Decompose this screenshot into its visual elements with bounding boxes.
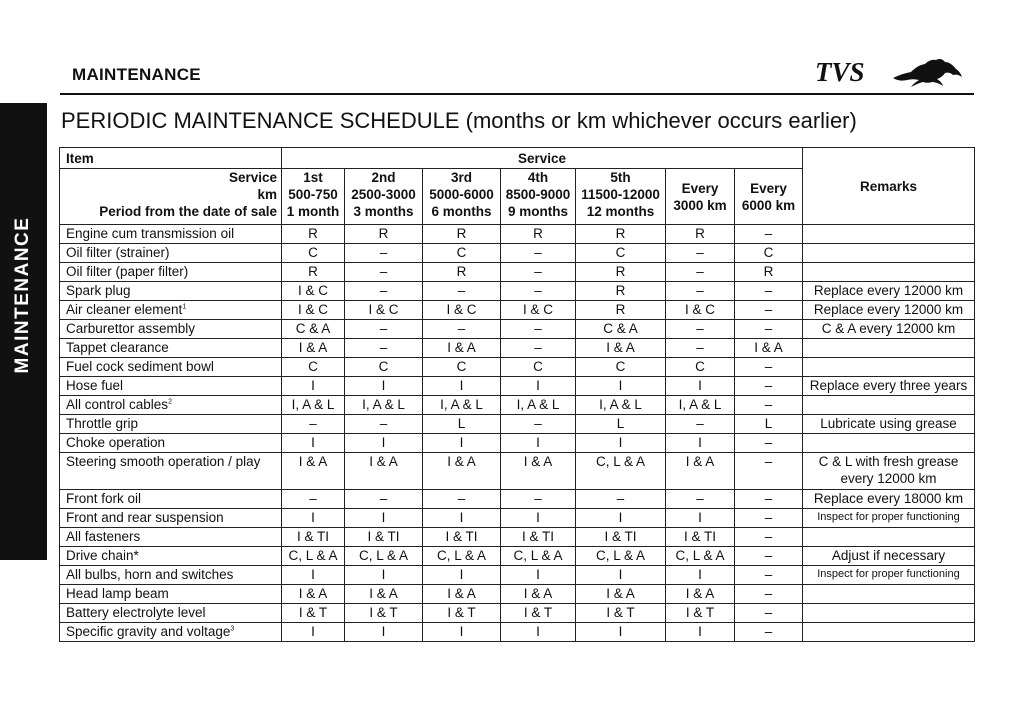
table-row: [60, 301, 975, 320]
service-value-cell: C, L & A: [282, 547, 345, 566]
service-value-cell: C, L & A: [345, 547, 423, 566]
service-value-cell: –: [735, 434, 803, 453]
item-cell: [60, 339, 282, 358]
table-row: [60, 585, 975, 604]
remarks-cell: [803, 225, 975, 244]
service-value-cell: –: [666, 244, 735, 263]
item-cell: [60, 566, 282, 585]
service-value-cell: I: [282, 434, 345, 453]
remarks-cell: [803, 434, 975, 453]
service-col-5: 5th 11500-12000 12 months: [576, 169, 666, 225]
service-value-cell: –: [735, 623, 803, 642]
service-value-cell: I & TI: [282, 528, 345, 547]
service-value-cell: I & A: [666, 453, 735, 490]
item-label: Air cleaner element: [66, 302, 183, 317]
period-label: Period from the date of sale: [99, 204, 277, 219]
service-value-cell: –: [735, 566, 803, 585]
table-row: [60, 320, 975, 339]
item-label: Specific gravity and voltage: [66, 624, 231, 639]
service-value-cell: –: [735, 396, 803, 415]
table-row: [60, 396, 975, 415]
item-header: Item: [60, 148, 282, 169]
service-value-cell: I & T: [576, 604, 666, 623]
service-value-cell: C, L & A: [666, 547, 735, 566]
item-cell: [60, 434, 282, 453]
service-value-cell: C: [423, 358, 501, 377]
item-label: Throttle grip: [66, 416, 139, 431]
service-value-cell: I & C: [345, 301, 423, 320]
item-label: All control cables: [66, 397, 169, 412]
remarks-cell: [803, 263, 975, 282]
service-value-cell: C: [576, 358, 666, 377]
service-value-cell: –: [501, 415, 576, 434]
service-value-cell: I: [576, 434, 666, 453]
service-value-cell: C, L & A: [423, 547, 501, 566]
service-value-cell: I: [345, 509, 423, 528]
service-value-cell: R: [345, 225, 423, 244]
service-value-cell: C, L & A: [501, 547, 576, 566]
service-value-cell: L: [576, 415, 666, 434]
item-cell: [60, 377, 282, 396]
item-cell: [60, 585, 282, 604]
service-value-cell: I: [666, 434, 735, 453]
table-row: [60, 490, 975, 509]
service-value-cell: R: [282, 225, 345, 244]
footnote-marker: 3: [230, 625, 235, 633]
service-value-cell: I & A: [423, 453, 501, 490]
item-cell: [60, 415, 282, 434]
service-value-cell: I & T: [501, 604, 576, 623]
service-value-cell: I: [282, 623, 345, 642]
item-cell: [60, 263, 282, 282]
service-value-cell: I & T: [345, 604, 423, 623]
service-value-cell: C: [666, 358, 735, 377]
service-col-3: 3rd 5000-6000 6 months: [423, 169, 501, 225]
service-value-cell: I: [576, 377, 666, 396]
service-value-cell: –: [501, 244, 576, 263]
service-value-cell: I & C: [282, 301, 345, 320]
service-value-cell: R: [666, 225, 735, 244]
service-value-cell: R: [501, 225, 576, 244]
table-row: [60, 244, 975, 263]
remarks-cell: [803, 396, 975, 415]
service-value-cell: C: [282, 358, 345, 377]
table-row: [60, 528, 975, 547]
service-value-cell: I & T: [282, 604, 345, 623]
table-row: [60, 339, 975, 358]
service-value-cell: –: [666, 415, 735, 434]
table-row: [60, 225, 975, 244]
item-label: Engine cum transmission oil: [66, 226, 235, 241]
service-value-cell: –: [735, 225, 803, 244]
service-value-cell: –: [735, 490, 803, 509]
service-value-cell: I: [423, 434, 501, 453]
service-header: Service: [282, 148, 803, 169]
item-label: Carburettor assembly: [66, 321, 196, 336]
service-value-cell: –: [423, 282, 501, 301]
item-label: Oil filter (paper filter): [66, 264, 189, 279]
table-row: [60, 604, 975, 623]
service-value-cell: –: [735, 320, 803, 339]
service-col-4: 4th 8500-9000 9 months: [501, 169, 576, 225]
service-value-cell: C & A: [282, 320, 345, 339]
item-cell: [60, 509, 282, 528]
every-3000-col: Every 3000 km: [666, 169, 735, 225]
service-col-1: 1st 500-750 1 month: [282, 169, 345, 225]
service-value-cell: –: [501, 490, 576, 509]
service-value-cell: I, A & L: [501, 396, 576, 415]
table-row: [60, 377, 975, 396]
item-label: Oil filter (strainer): [66, 245, 170, 260]
service-value-cell: –: [345, 339, 423, 358]
remarks-cell: C & A every 12000 km: [803, 320, 975, 339]
remarks-cell: Lubricate using grease: [803, 415, 975, 434]
remarks-cell: Replace every 12000 km: [803, 301, 975, 320]
service-value-cell: –: [735, 358, 803, 377]
remarks-header: Remarks: [803, 148, 975, 225]
service-value-cell: I: [501, 434, 576, 453]
table-row: [60, 434, 975, 453]
service-value-cell: I: [666, 566, 735, 585]
service-value-cell: R: [423, 225, 501, 244]
service-value-cell: I: [666, 377, 735, 396]
service-value-cell: –: [501, 320, 576, 339]
service-value-cell: –: [501, 263, 576, 282]
item-label: Tappet clearance: [66, 340, 169, 355]
service-value-cell: –: [345, 320, 423, 339]
tvs-logo: [815, 56, 963, 88]
service-col-2: 2nd 2500-3000 3 months: [345, 169, 423, 225]
service-value-cell: C & A: [576, 320, 666, 339]
service-value-cell: I: [282, 377, 345, 396]
item-label: Head lamp beam: [66, 586, 169, 601]
service-value-cell: –: [666, 282, 735, 301]
table-row: [60, 263, 975, 282]
remarks-cell: [803, 358, 975, 377]
service-value-cell: I: [282, 509, 345, 528]
service-value-cell: –: [345, 490, 423, 509]
service-value-cell: R: [735, 263, 803, 282]
service-value-cell: –: [735, 509, 803, 528]
remarks-cell: [803, 623, 975, 642]
table-row: [60, 453, 975, 490]
service-value-cell: I & C: [666, 301, 735, 320]
service-value-cell: I, A & L: [345, 396, 423, 415]
service-value-cell: –: [423, 490, 501, 509]
table-row: [60, 566, 975, 585]
maintenance-schedule-table: [59, 147, 975, 642]
section-title: MAINTENANCE: [72, 65, 201, 84]
service-value-cell: I: [666, 509, 735, 528]
service-value-cell: I: [576, 566, 666, 585]
table-row: [60, 358, 975, 377]
service-value-cell: R: [423, 263, 501, 282]
service-value-cell: L: [423, 415, 501, 434]
service-value-cell: –: [501, 282, 576, 301]
item-cell: [60, 528, 282, 547]
table-row: [60, 415, 975, 434]
service-value-cell: –: [345, 415, 423, 434]
service-value-cell: I & A: [282, 339, 345, 358]
item-label: Battery electrolyte level: [66, 605, 206, 620]
item-cell: [60, 225, 282, 244]
service-value-cell: I: [501, 623, 576, 642]
service-value-cell: C, L & A: [576, 547, 666, 566]
service-value-cell: C, L & A: [576, 453, 666, 490]
table-row: [60, 623, 975, 642]
every-6000-col: Every 6000 km: [735, 169, 803, 225]
remarks-cell: [803, 244, 975, 263]
service-value-cell: I & A: [282, 585, 345, 604]
service-value-cell: C: [735, 244, 803, 263]
remarks-cell: C & L with fresh grease every 12000 km: [803, 453, 975, 490]
item-cell: [60, 282, 282, 301]
remarks-cell: [803, 604, 975, 623]
item-label: Drive chain*: [66, 548, 139, 563]
service-value-cell: I: [423, 566, 501, 585]
side-tab: [0, 103, 47, 560]
service-value-cell: –: [735, 528, 803, 547]
service-value-cell: –: [666, 263, 735, 282]
item-cell: [60, 396, 282, 415]
service-value-cell: C: [423, 244, 501, 263]
service-value-cell: –: [735, 282, 803, 301]
service-value-cell: I, A & L: [666, 396, 735, 415]
service-value-cell: I & TI: [345, 528, 423, 547]
service-value-cell: –: [735, 377, 803, 396]
service-value-cell: –: [501, 339, 576, 358]
item-label: All fasteners: [66, 529, 141, 544]
remarks-cell: Inspect for proper functioning: [803, 566, 975, 585]
service-value-cell: C: [282, 244, 345, 263]
item-cell: [60, 604, 282, 623]
service-value-cell: I: [345, 434, 423, 453]
service-value-cell: I & A: [501, 585, 576, 604]
service-value-cell: I & T: [423, 604, 501, 623]
service-value-cell: I & A: [735, 339, 803, 358]
service-value-cell: –: [423, 320, 501, 339]
service-value-cell: I: [423, 377, 501, 396]
item-cell: [60, 547, 282, 566]
service-value-cell: R: [576, 225, 666, 244]
service-value-cell: –: [345, 263, 423, 282]
km-label: km: [257, 187, 277, 202]
service-value-cell: –: [666, 339, 735, 358]
service-value-cell: I & A: [345, 453, 423, 490]
item-label: All bulbs, horn and switches: [66, 567, 234, 582]
service-value-cell: I & TI: [501, 528, 576, 547]
service-value-cell: I & TI: [423, 528, 501, 547]
table-row: [60, 547, 975, 566]
item-label: Hose fuel: [66, 378, 124, 393]
service-value-cell: I: [345, 623, 423, 642]
service-value-cell: I & A: [576, 339, 666, 358]
service-value-cell: I & A: [423, 339, 501, 358]
service-value-cell: I, A & L: [576, 396, 666, 415]
service-value-cell: –: [735, 585, 803, 604]
service-label: Service: [228, 170, 277, 185]
remarks-cell: Adjust if necessary: [803, 547, 975, 566]
table-row: [60, 282, 975, 301]
service-value-cell: R: [282, 263, 345, 282]
service-value-cell: I & C: [282, 282, 345, 301]
service-value-cell: I & TI: [576, 528, 666, 547]
service-value-cell: C: [501, 358, 576, 377]
service-value-cell: –: [345, 282, 423, 301]
service-value-cell: I & A: [423, 585, 501, 604]
remarks-cell: [803, 528, 975, 547]
service-value-cell: I & A: [576, 585, 666, 604]
service-value-cell: R: [576, 263, 666, 282]
item-label: Front and rear suspension: [66, 510, 224, 525]
item-cell: [60, 623, 282, 642]
service-value-cell: –: [735, 547, 803, 566]
service-value-cell: R: [576, 282, 666, 301]
service-value-cell: I: [576, 509, 666, 528]
service-value-cell: I: [666, 623, 735, 642]
service-value-cell: C: [576, 244, 666, 263]
service-value-cell: I & T: [666, 604, 735, 623]
item-label: Steering smooth operation / play: [66, 454, 261, 469]
service-value-cell: L: [735, 415, 803, 434]
service-value-cell: –: [345, 244, 423, 263]
service-value-cell: I & A: [345, 585, 423, 604]
service-value-cell: I: [501, 566, 576, 585]
logo-wordmark: TVS: [815, 57, 865, 87]
remarks-cell: [803, 585, 975, 604]
service-value-cell: –: [282, 490, 345, 509]
service-value-cell: I & A: [501, 453, 576, 490]
service-value-cell: –: [282, 415, 345, 434]
service-value-cell: R: [576, 301, 666, 320]
remarks-cell: Replace every 18000 km: [803, 490, 975, 509]
service-value-cell: I: [423, 623, 501, 642]
service-value-cell: –: [735, 453, 803, 490]
page-heading: PERIODIC MAINTENANCE SCHEDULE (months or km whichever occurs earlier): [61, 108, 857, 133]
item-cell: [60, 358, 282, 377]
header-divider: [60, 93, 974, 95]
item-cell: [60, 301, 282, 320]
item-label: Spark plug: [66, 283, 131, 298]
footnote-marker: 1: [182, 303, 187, 311]
remarks-cell: Replace every 12000 km: [803, 282, 975, 301]
service-value-cell: –: [666, 320, 735, 339]
service-value-cell: I & C: [501, 301, 576, 320]
table-row: [60, 509, 975, 528]
service-value-cell: I: [345, 566, 423, 585]
service-value-cell: I & A: [282, 453, 345, 490]
service-value-cell: I: [501, 377, 576, 396]
remarks-cell: Inspect for proper functioning: [803, 509, 975, 528]
item-cell: [60, 490, 282, 509]
remarks-cell: [803, 339, 975, 358]
service-value-cell: I & C: [423, 301, 501, 320]
service-value-cell: I: [576, 623, 666, 642]
service-value-cell: C: [345, 358, 423, 377]
item-label: Choke operation: [66, 435, 166, 450]
item-label: Front fork oil: [66, 491, 142, 506]
service-label-cell: [60, 169, 282, 225]
side-tab-label: MAINTENANCE: [12, 216, 33, 374]
service-value-cell: I: [282, 566, 345, 585]
service-value-cell: –: [735, 301, 803, 320]
service-value-cell: I, A & L: [423, 396, 501, 415]
service-value-cell: I & A: [666, 585, 735, 604]
item-label: Fuel cock sediment bowl: [66, 359, 214, 374]
footnote-marker: 2: [168, 398, 172, 406]
item-cell: [60, 244, 282, 263]
service-value-cell: I: [501, 509, 576, 528]
item-cell: [60, 453, 282, 490]
remarks-cell: Replace every three years: [803, 377, 975, 396]
service-value-cell: I: [423, 509, 501, 528]
service-value-cell: –: [576, 490, 666, 509]
item-cell: [60, 320, 282, 339]
service-value-cell: I: [345, 377, 423, 396]
service-value-cell: –: [666, 490, 735, 509]
horse-icon: [893, 59, 962, 87]
service-value-cell: I, A & L: [282, 396, 345, 415]
service-value-cell: –: [735, 604, 803, 623]
service-value-cell: I & TI: [666, 528, 735, 547]
